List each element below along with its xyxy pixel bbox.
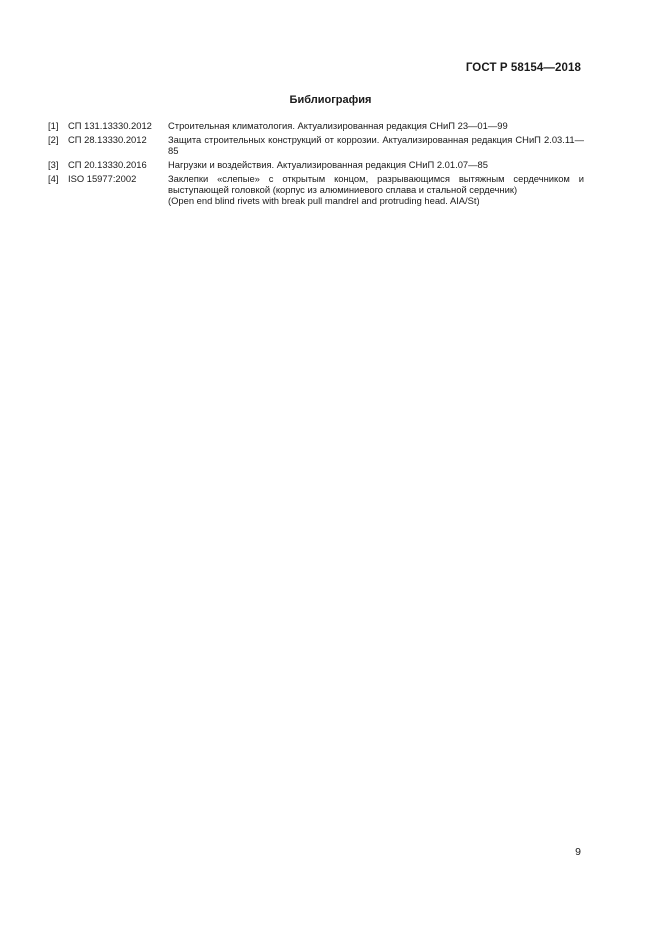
entry-title [168,120,584,131]
entry-reference: ISO 15977:2002 [68,173,137,184]
entry-reference: СП 28.13330.2012 [68,134,147,145]
bibliography-entry [48,120,584,131]
bibliography-list [48,120,584,209]
bibliography-entry [48,134,584,156]
bibliography-entry [48,159,584,170]
entry-number: [1] [48,120,59,131]
entry-title-line: Заклепки «слепые» с открытым концом, разрывающимся вытяжным сердечником и выступающей головкой (корпус из алюминиевого сплава и стальной сердечник) [168,173,584,195]
entry-number: [4] [48,173,59,184]
entry-title-line-english: (Open end blind rivets with break pull mandrel and protruding head. AIA/St) [168,195,480,206]
entry-number: [3] [48,159,59,170]
entry-title [168,159,584,170]
section-title: Библиография [289,94,372,106]
entry-number: [2] [48,134,59,145]
entry-title-line: Нагрузки и воздействия. Актуализированная редакция СНиП 2.01.07—85 [168,159,488,170]
entry-reference: СП 20.13330.2016 [68,159,147,170]
entry-title-line: Строительная климатология. Актуализированная редакция СНиП 23—01—99 [168,120,508,131]
entry-reference: СП 131.13330.2012 [68,120,152,131]
bibliography-entry [48,173,584,206]
entry-title [168,173,584,206]
document-designation: ГОСТ Р 58154—2018 [465,62,581,74]
page-number: 9 [575,846,581,858]
entry-title [168,134,584,156]
entry-title-line: Защита строительных конструкций от коррозии. Актуализированная редакция СНиП 2.03.11—85 [168,134,584,156]
